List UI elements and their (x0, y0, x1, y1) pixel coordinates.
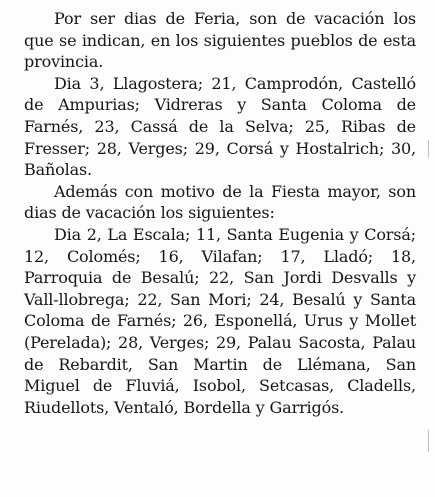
festival-days-paragraph: Dia 2, La Escala; 11, Santa Eugenia y Corsá; 12, Colomés; 16, Vilafan; 17, Lladó; 18, Parroquia de Besalú; 22, San Jordi Desvalls y Vall-llobrega; 22, San Mori; 24, Besalú y Santa Coloma de Farnés; 26, Esponellá, Urus y Mollet (Perelada); 28, Verges; 29, Palau Sacosta, Palau de Rebardit, San Martin de Llémana, San Miguel de Fluviá, Isobol, Setcasas, Cladells, Riudellots, Ventaló, Bordella y Garrigós. (24, 224, 416, 417)
scan-edge-mark (428, 430, 429, 452)
intro-paragraph: Por ser dias de Feria, son de vacación los que se indican, en los siguientes pueblos de esta provincia. (24, 9, 416, 72)
scan-edge-mark (428, 140, 429, 158)
festival-intro-paragraph: Además con motivo de la Fiesta mayor, son dias de vacación los siguientes: (24, 181, 416, 223)
article-column (24, 8, 416, 418)
fair-days-paragraph: Dia 3, Llagostera; 21, Camprodón, Castelló de Ampurias; Vidreras y Santa Coloma de Farnés, 23, Cassá de la Selva; 25, Ribas de Fresser; 28, Verges; 29, Corsá y Hostalrich; 30, Bañolas. (24, 73, 416, 180)
